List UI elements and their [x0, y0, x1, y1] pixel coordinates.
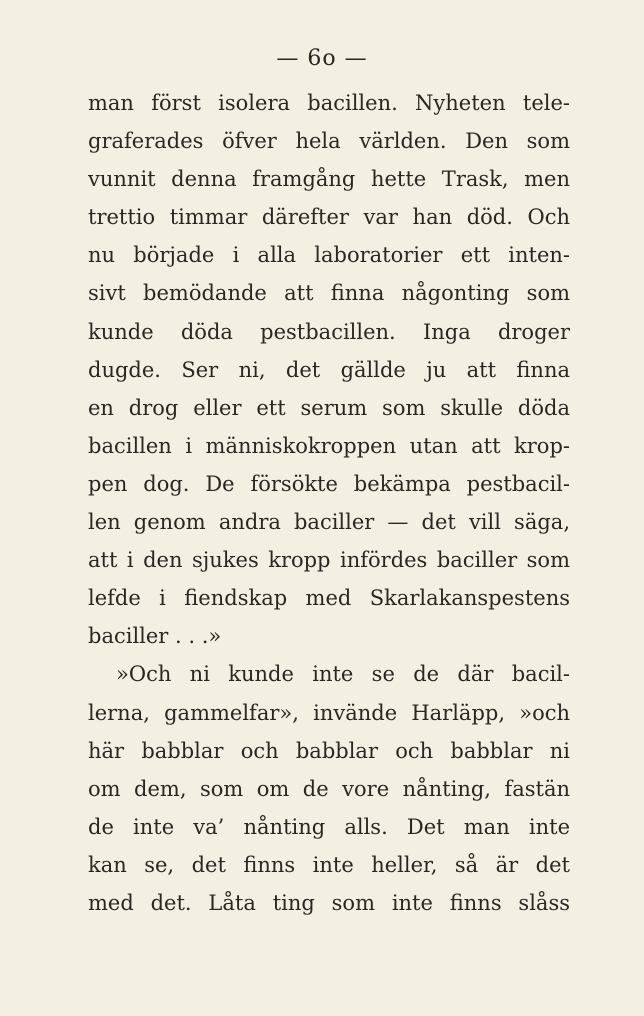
- text-line: »Och ni kunde inte se de där bacil-: [116, 662, 570, 687]
- text-line: graferades öfver hela världen. Den som: [88, 129, 570, 154]
- text-line: man först isolera bacillen. Nyheten tele-: [88, 91, 570, 115]
- page-number: — 6o —: [276, 46, 368, 71]
- text-line: pen dog. De försökte bekämpa pestbacil-: [88, 471, 570, 496]
- text-line: lefde i fiendskap med Skarlakanspestens: [88, 586, 570, 611]
- text-line: kan se, det finns inte heller, så är det: [88, 852, 570, 877]
- text-line: bacillen i människokroppen utan att krop-: [88, 433, 570, 458]
- text-line: med det. Låta ting som inte finns slåss: [88, 890, 570, 915]
- text-line: här babblar och babblar och babblar ni: [88, 738, 570, 763]
- text-line: de inte va’ nånting alls. Det man inte: [88, 814, 570, 839]
- text-line: sivt bemödande att finna någonting som: [88, 281, 570, 306]
- text-line: kunde döda pestbacillen. Inga droger: [88, 319, 570, 344]
- text-line: att i den sjukes kropp infördes baciller som: [88, 548, 570, 573]
- text-line: len genom andra baciller — det vill säga,: [88, 510, 570, 535]
- text-line: vunnit denna framgång hette Trask, men: [88, 167, 570, 192]
- body-text: [88, 84, 570, 922]
- text-line: trettio timmar därefter var han död. Och: [88, 205, 570, 230]
- text-line: baciller . . .»: [88, 624, 222, 649]
- text-line: om dem, som om de vore nånting, fastän: [88, 776, 570, 801]
- text-line: dugde. Ser ni, det gällde ju att finna: [88, 357, 570, 382]
- text-line: nu började i alla laboratorier ett inten-: [88, 243, 570, 268]
- text-line: lerna, gammelfar», invände Harläpp, »och: [88, 700, 570, 725]
- text-line: en drog eller ett serum som skulle döda: [88, 395, 570, 420]
